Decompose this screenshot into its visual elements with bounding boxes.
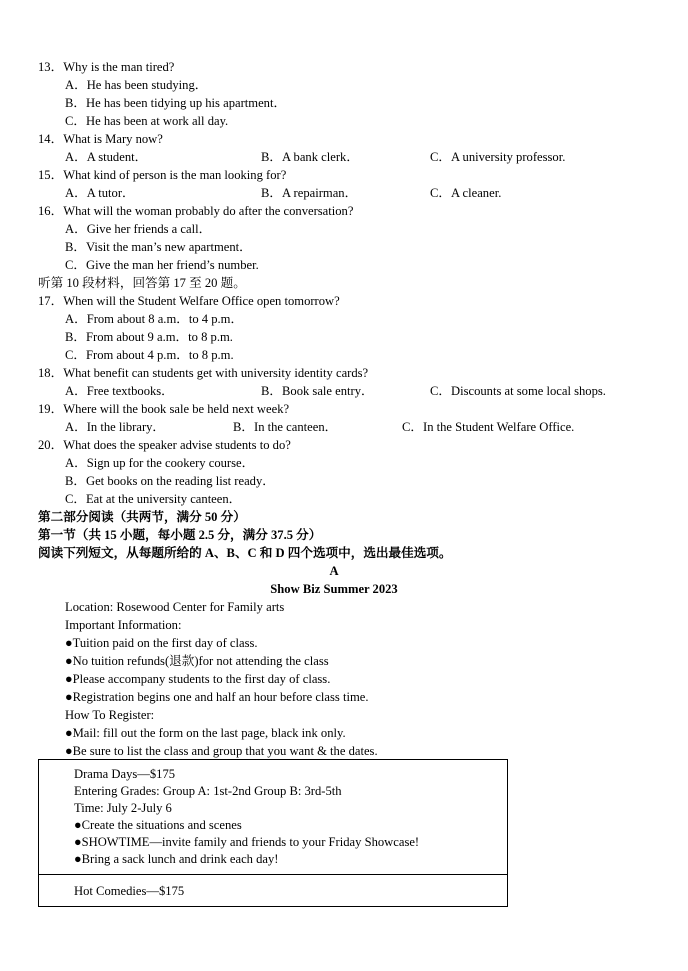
class-info-box bbox=[38, 759, 508, 907]
drama-days-block bbox=[74, 766, 419, 868]
q14-option-b: B．A bank clerk． bbox=[261, 150, 359, 164]
q15-option-a: A．A tutor． bbox=[65, 186, 135, 200]
box-line: ●SHOWTIME—invite family and friends to your Friday Showcase! bbox=[74, 835, 420, 849]
q15-option-b: B．A repairman． bbox=[261, 186, 358, 200]
q17-option-b: B．From about 9 a.m．to 8 p.m. bbox=[65, 330, 233, 344]
section-1-title: 第一节（共 15 小题，每小题 2.5 分，满分 37.5 分） bbox=[38, 528, 322, 542]
q19-option-a: A．In the library． bbox=[65, 420, 166, 434]
passage-line: Important Information: bbox=[65, 618, 182, 632]
q18-option-c: C．Discounts at some local shops. bbox=[430, 384, 606, 398]
q20-option-b: B．Get books on the reading list ready． bbox=[65, 474, 275, 488]
q17-option-a: A．From about 8 a.m．to 4 p.m． bbox=[65, 312, 244, 326]
hot-comedies-line: Hot Comedies—$175 bbox=[74, 884, 185, 898]
box-divider bbox=[39, 874, 507, 875]
q20-option-a: A．Sign up for the cookery course． bbox=[65, 456, 255, 470]
q13-option-b: B．He has been tidying up his apartment． bbox=[65, 96, 287, 110]
passage-line: ●Please accompany students to the first day of class. bbox=[65, 672, 331, 686]
q16-option-a: A．Give her friends a call． bbox=[65, 222, 212, 236]
box-line: ●Bring a sack lunch and drink each day! bbox=[74, 852, 279, 866]
q19-option-b: B．In the canteen． bbox=[233, 420, 338, 434]
q15-options bbox=[38, 184, 658, 202]
passage-line: Location: Rosewood Center for Family arts bbox=[65, 600, 285, 614]
passage-line: ●Mail: fill out the form on the last page, black ink only. bbox=[65, 726, 346, 740]
question-20: 20．What does the speaker advise students to do? bbox=[38, 438, 291, 452]
question-17: 17．When will the Student Welfare Office open tomorrow? bbox=[38, 294, 340, 308]
box-line: Time: July 2-July 6 bbox=[74, 801, 172, 815]
q17-option-c: C．From about 4 p.m．to 8 p.m. bbox=[65, 348, 234, 362]
passage-line: ●No tuition refunds(退款)for not attending the class bbox=[65, 654, 329, 668]
question-16: 16．What will the woman probably do after the conversation? bbox=[38, 204, 354, 218]
box-line: Entering Grades: Group A: 1st-2nd Group B: 3rd-5th bbox=[74, 784, 342, 798]
passage-line: ●Be sure to list the class and group that you want & the dates. bbox=[65, 744, 378, 758]
passage-letter: A bbox=[329, 564, 339, 578]
q13-option-c: C．He has been at work all day. bbox=[65, 114, 229, 128]
question-19: 19．Where will the book sale be held next week? bbox=[38, 402, 290, 416]
q19-option-c: C．In the Student Welfare Office. bbox=[402, 420, 575, 434]
question-13: 13．Why is the man tired? bbox=[38, 60, 175, 74]
q19-options bbox=[38, 418, 658, 436]
reading-instruction: 阅读下列短文，从每题所给的 A、B、C 和 D 四个选项中，选出最佳选项。 bbox=[38, 546, 452, 560]
q16-option-b: B．Visit the man’s new apartment． bbox=[65, 240, 252, 254]
q13-option-a: A．He has been studying． bbox=[65, 78, 208, 92]
q14-option-a: A．A student． bbox=[65, 150, 148, 164]
passage-title: Show Biz Summer 2023 bbox=[270, 582, 398, 596]
passage-line: ●Tuition paid on the first day of class. bbox=[65, 636, 258, 650]
part-2-title: 第二部分阅读（共两节，满分 50 分） bbox=[38, 510, 246, 524]
question-14: 14．What is Mary now? bbox=[38, 132, 163, 146]
box-line: Drama Days—$175 bbox=[74, 767, 176, 781]
exam-page bbox=[38, 58, 658, 760]
question-18: 18．What benefit can students get with university identity cards? bbox=[38, 366, 369, 380]
q18-option-a: A．Free textbooks． bbox=[65, 384, 174, 398]
box-line: ●Create the situations and scenes bbox=[74, 818, 242, 832]
q16-option-c: C．Give the man her friend’s number. bbox=[65, 258, 259, 272]
question-15: 15．What kind of person is the man looking for? bbox=[38, 168, 287, 182]
q20-option-c: C．Eat at the university canteen． bbox=[65, 492, 242, 506]
q14-option-c: C．A university professor. bbox=[430, 150, 566, 164]
passage-line: ●Registration begins one and half an hour before class time. bbox=[65, 690, 369, 704]
passage-line: How To Register: bbox=[65, 708, 155, 722]
q15-option-c: C．A cleaner. bbox=[430, 186, 502, 200]
section-10-heading: 听第 10 段材料，回答第 17 至 20 题。 bbox=[38, 276, 246, 290]
q18-options bbox=[38, 382, 658, 400]
q14-options bbox=[38, 148, 658, 166]
q18-option-b: B．Book sale entry． bbox=[261, 384, 374, 398]
